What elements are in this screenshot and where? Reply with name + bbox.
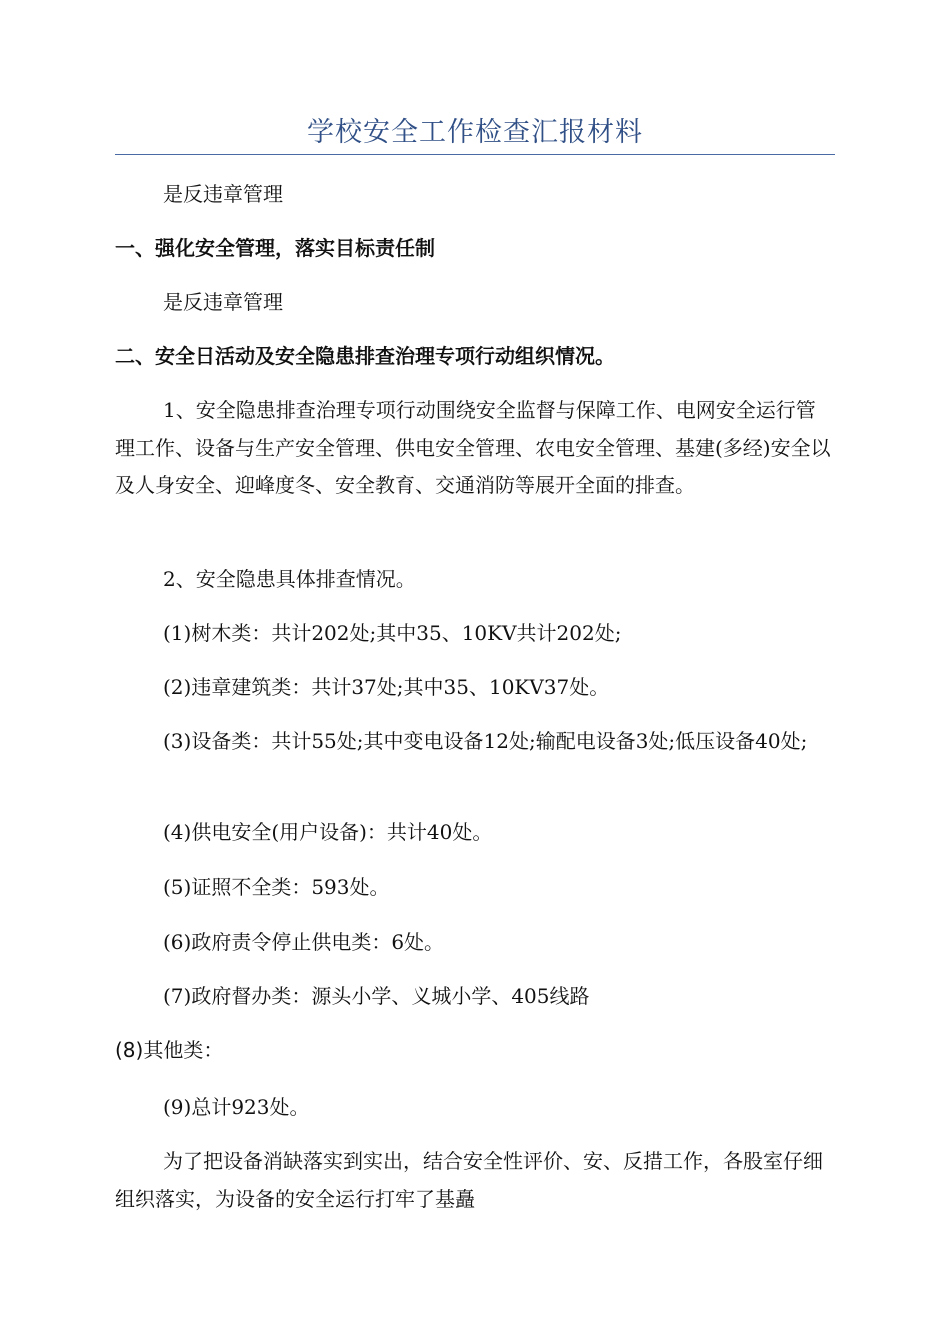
paragraph-4: 2、安全隐患具体排查情况。	[163, 567, 416, 591]
list-item-2: (2)违章建筑类：共计37处;其中35、10KV37处。	[163, 675, 610, 699]
title-underline	[115, 154, 835, 155]
section-heading-2: 二、安全日活动及安全隐患排查治理专项行动组织情况。	[115, 344, 615, 368]
paragraph-3: 1、安全隐患排查治理专项行动围绕安全监督与保障工作、电网安全运行管理工作、设备与生产安全管理、供电安全管理、农电安全管理、基建(多经)安全以及人身安全、迎峰度冬、安全教育、交通消防等展开全面的排查。	[115, 398, 831, 497]
list-item-4: (4)供电安全(用户设备)：共计40处。	[163, 820, 493, 844]
paragraph-5: 为了把设备消缺落实到实出，结合安全性评价、安、反措工作，各股室仔细组织落实，为设备的安全运行打牢了基矗	[115, 1149, 823, 1211]
paragraph-2: 是反违章管理	[163, 290, 283, 314]
paragraph-1: 是反违章管理	[163, 182, 283, 206]
section-heading-1: 一、强化安全管理，落实目标责任制	[115, 236, 435, 260]
document-title: 学校安全工作检查汇报材料	[307, 117, 643, 148]
list-item-3: (3)设备类：共计55处;其中变电设备12处;输配电设备3处;低压设备40处;	[163, 729, 808, 753]
list-item-1: (1)树木类：共计202处;其中35、10KV共计202处;	[163, 621, 622, 645]
list-item-7: (7)政府督办类：源头小学、义城小学、405线路	[163, 984, 590, 1008]
list-item-5: (5)证照不全类：593处。	[163, 875, 390, 899]
list-item-6: (6)政府责令停止供电类：6处。	[163, 930, 445, 954]
list-item-8: (8)其他类：	[115, 1038, 224, 1062]
list-item-9: (9)总计923处。	[163, 1095, 310, 1119]
